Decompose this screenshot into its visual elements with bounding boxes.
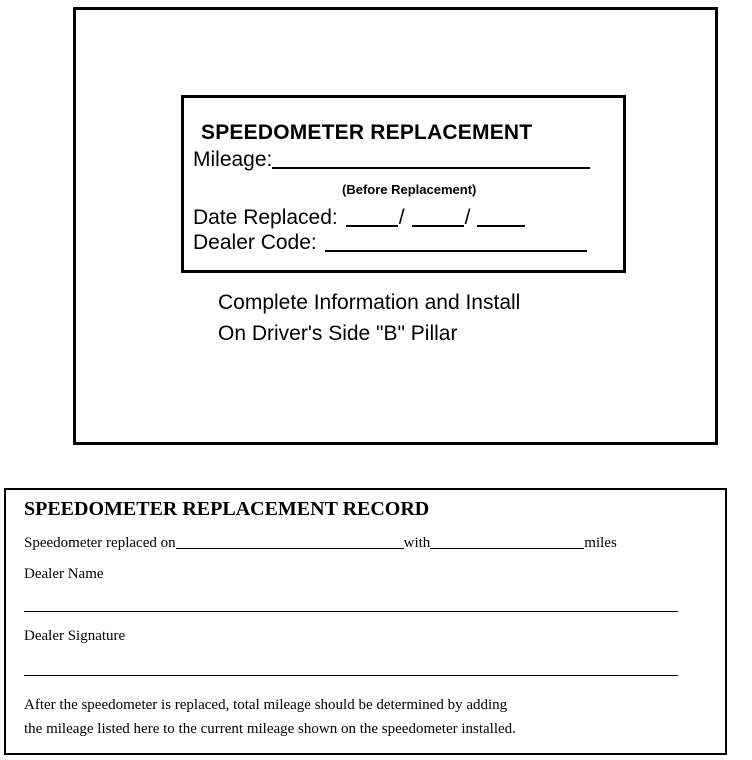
date-label: Date Replaced: xyxy=(193,206,338,229)
mileage-field[interactable] xyxy=(272,149,590,169)
label-title: SPEEDOMETER REPLACEMENT xyxy=(201,121,533,144)
replacement-record-card xyxy=(4,488,727,755)
miles-label: miles xyxy=(584,535,617,551)
note-line: the mileage listed here to the current mileage shown on the speedometer installed. xyxy=(24,721,516,737)
record-title: SPEEDOMETER REPLACEMENT RECORD xyxy=(24,498,430,520)
dealer-code-field[interactable] xyxy=(325,232,587,252)
replaced-on-row xyxy=(24,534,617,552)
replacement-label-box xyxy=(181,95,626,273)
note-line: After the speedometer is replaced, total mileage should be determined by adding xyxy=(24,697,508,713)
install-label-card xyxy=(73,7,718,445)
with-label: with xyxy=(403,535,431,551)
date-month-field[interactable] xyxy=(346,207,398,227)
dealer-signature-label: Dealer Signature xyxy=(24,628,126,644)
date-separator: / xyxy=(464,206,471,229)
date-year-field[interactable] xyxy=(477,207,525,227)
instruction-line: Complete Information and Install xyxy=(218,291,521,314)
dealer-signature-field[interactable] xyxy=(24,675,678,676)
install-instructions xyxy=(218,287,520,349)
record-note xyxy=(24,693,516,741)
dealer-code-row xyxy=(193,231,587,255)
dealer-name-label: Dealer Name xyxy=(24,566,104,582)
date-row xyxy=(193,206,525,230)
date-day-field[interactable] xyxy=(412,207,464,227)
mileage-label: Mileage: xyxy=(193,148,273,171)
replaced-on-field[interactable] xyxy=(176,534,404,549)
mileage-row xyxy=(193,148,590,172)
dealer-name-field[interactable] xyxy=(24,611,678,612)
mileage-hint: (Before Replacement) xyxy=(342,182,477,197)
instruction-line: On Driver's Side "B" Pillar xyxy=(218,322,458,345)
date-separator: / xyxy=(398,206,405,229)
dealer-code-label: Dealer Code: xyxy=(193,231,317,254)
miles-field[interactable] xyxy=(430,534,584,549)
replaced-on-label: Speedometer replaced on xyxy=(24,535,176,551)
